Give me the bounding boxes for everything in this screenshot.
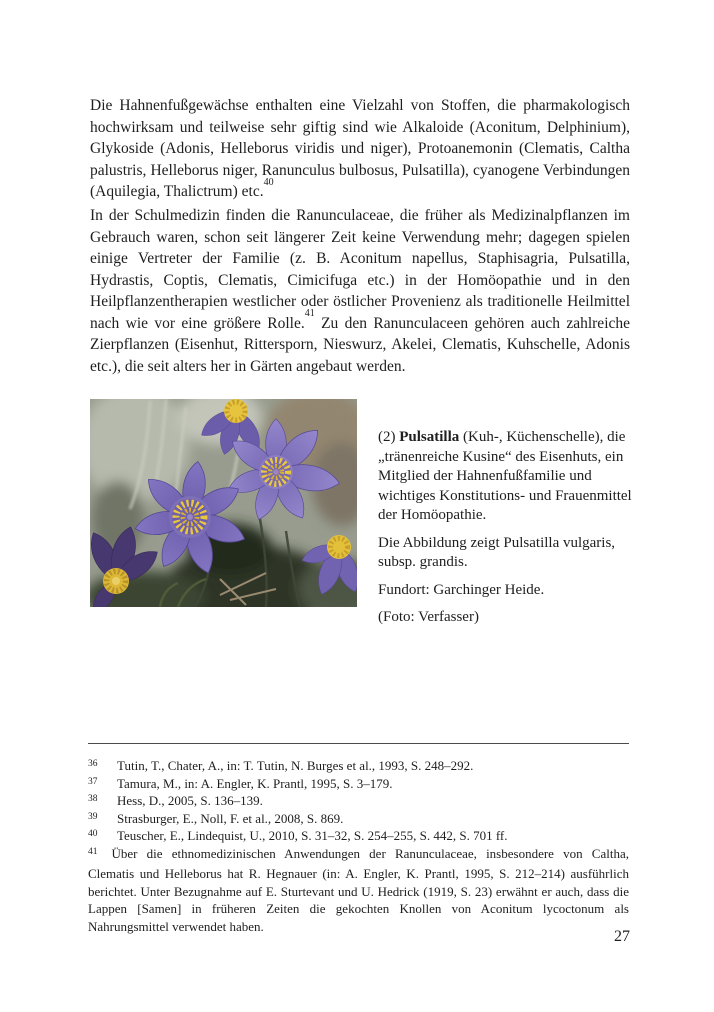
footnote-number: 39 bbox=[88, 811, 98, 822]
footnote-number: 38 bbox=[88, 794, 98, 804]
caption-title: Pulsatilla bbox=[399, 429, 460, 445]
paragraph-text: Zu den Ranunculaceen gehören auch zahlreiche Zierpflanzen (Eisenhut, Rittersporn, Nieswurz, Akelei, Clematis, Kuhschelle, Adonis etc.), die seit alters her in Gärten angebaut werden. bbox=[90, 314, 631, 375]
paragraph-text: In der Schulmedizin finden die Ranunculaceae, die früher als Medizinalpflanzen im Gebrauch waren, schon seit längerer Zeit keine Verwendung mehr; dagegen spielen einige Vertreter der Familie (z. B. Aconitum napellus, Staphisagria, Pulsatilla, Hydrastis, Coptis, Clematis, Cimicifuga etc.) in der Homöopathie und in den Heilpflanzentherapien westlicher oder östlicher Provenienz als traditionelle Heilmittel nach wie vor eine größere Rolle. bbox=[90, 207, 630, 332]
footnote-text: Tamura, M., in: A. Engler, K. Prantl, 1995, S. 3–179. bbox=[117, 775, 393, 791]
page-number: 27 bbox=[614, 928, 630, 945]
footnote-separator bbox=[88, 743, 629, 744]
footnotes-section bbox=[88, 757, 629, 935]
paragraph-medicine bbox=[90, 205, 630, 377]
footnote-text: Hess, D., 2005, S. 136–139. bbox=[117, 793, 263, 808]
footnote-text: Strasburger, E., Noll, F. et al., 2008, S. 869. bbox=[117, 810, 344, 826]
footnote-41 bbox=[88, 845, 629, 936]
figure-caption bbox=[378, 428, 632, 636]
caption-paragraph-4: (Foto: Verfasser) bbox=[378, 609, 479, 625]
footnote-text: Tutin, T., Chater, A., in: T. Tutin, N. Burges et al., 1993, S. 248–292. bbox=[117, 758, 474, 773]
footnote-40 bbox=[88, 827, 629, 845]
footnote-number: 36 bbox=[88, 759, 98, 769]
caption-text: (Kuh-, Küchenschelle), die „tränenreiche Kusine“ des Eisenhuts, ein Mitglied der Hahnenfußfamilie und wichtiges Konstitutions- und Frauenmittel der Homöopathie. bbox=[378, 429, 632, 523]
footnote-number: 40 bbox=[88, 829, 98, 839]
footnote-number: 37 bbox=[88, 776, 98, 787]
footnote-number: 41 bbox=[88, 846, 98, 857]
footnote-ref-41: 41 bbox=[304, 308, 315, 320]
footnote-ref-40: 40 bbox=[263, 176, 274, 188]
footnote-39 bbox=[88, 810, 629, 828]
caption-paragraph-1 bbox=[378, 428, 632, 526]
caption-number: (2) bbox=[378, 429, 400, 445]
caption-paragraph-3: Fundort: Garchinger Heide. bbox=[378, 581, 545, 598]
footnote-text: Über die ethnomedizinischen Anwendungen der Ranunculaceae, insbesondere von Caltha, Clematis und Helleborus hat R. Hegnauer (in: A. Engler, K. Prantl, 1995, S. 212–214) ausführlich berichtet. Unter Bezugnahme auf E. Sturtevant und U. Hedrick (1919, S. 23) erwähnt er auch, dass die Lappen [Samen] in früheren Zeiten die gekochten Knollen von Aconitum lycoctonum als Nahrungsmittel verwendet haben. bbox=[88, 845, 629, 934]
caption-paragraph-2: Die Abbildung zeigt Pulsatilla vulgaris, subsp. grandis. bbox=[378, 534, 616, 570]
footnote-36 bbox=[88, 757, 629, 775]
paragraph-text: Die Hahnenfußgewächse enthalten eine Vielzahl von Stoffen, die pharmakologisch hochwirksam und teilweise sehr giftig sind wie Alkaloide (Aconitum, Delphinium), Glykoside (Adonis, Helleborus viridis und niger), Protoanemonin (Clematis, Caltha palustris, Helleborus niger, Ranunculus bulbosus, Pulsatilla), cyanogene Verbindungen (Aquilegia, Thalictrum) etc. bbox=[90, 97, 630, 200]
pulsatilla-photo bbox=[90, 399, 357, 607]
footnote-37 bbox=[88, 775, 629, 793]
pulsatilla-photo-illustration bbox=[90, 399, 357, 607]
footnote-38 bbox=[88, 792, 629, 810]
paragraph-substances bbox=[90, 95, 630, 203]
footnote-text: Teuscher, E., Lindequist, U., 2010, S. 31–32, S. 254–255, S. 442, S. 701 ff. bbox=[117, 828, 508, 843]
